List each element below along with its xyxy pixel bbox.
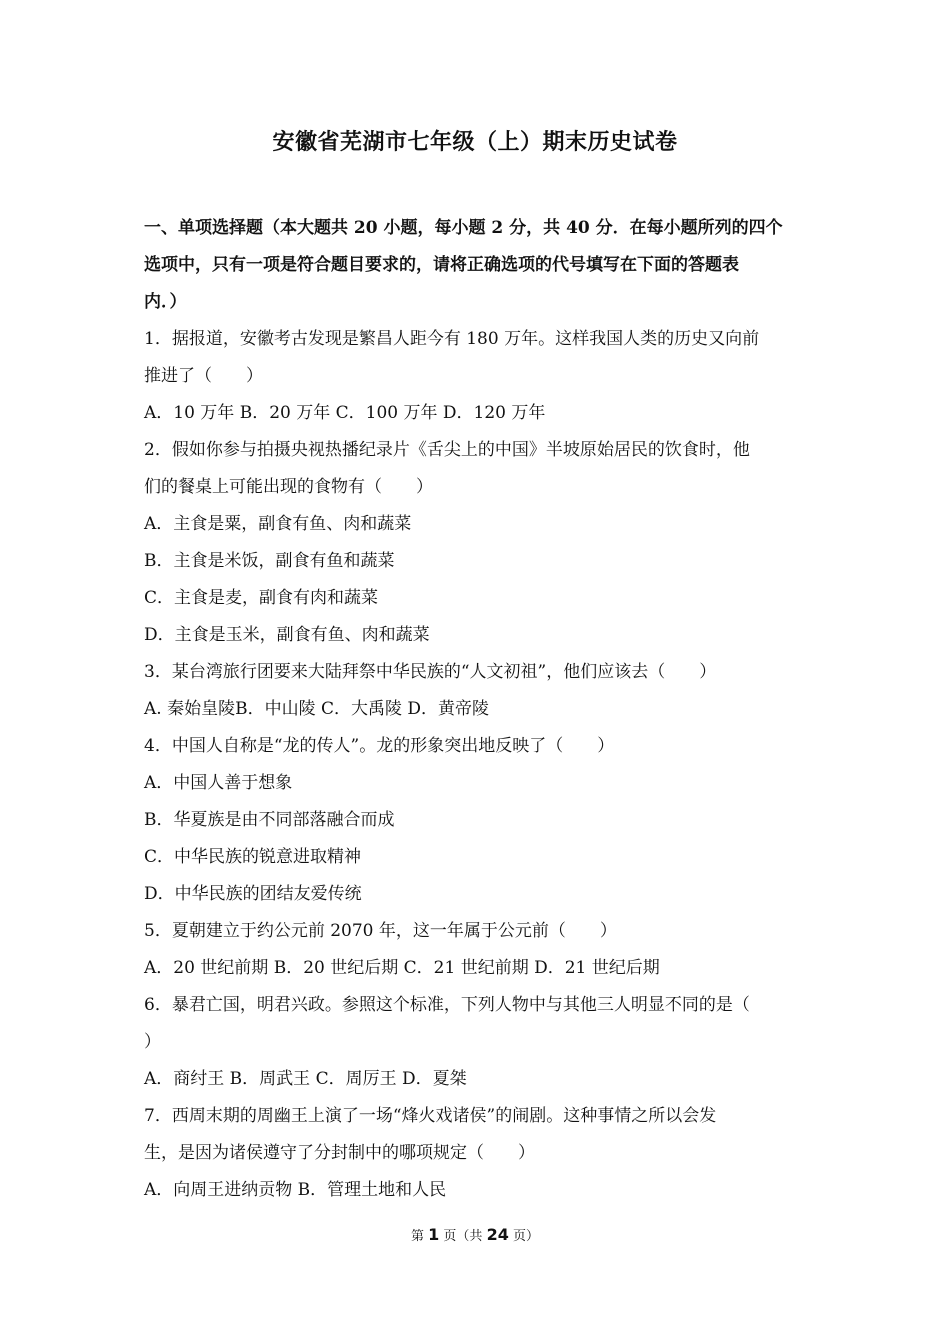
question-3-options: A. 秦始皇陵B．中山陵 C．大禹陵 D．黄帝陵 [144,699,490,719]
question-7-stem: 7．西周末期的周幽王上演了一场“烽火戏诸侯”的闹剧。这种事情之所以会发 [144,1106,717,1126]
section-heading-line: 内．） [144,292,187,312]
section-heading-line: 选项中，只有一项是符合题目要求的，请将正确选项的代号填写在下面的答题表 [144,255,739,275]
footer-total-pages: 24 [486,1225,509,1244]
question-7-stem: 生，是因为诸侯遵守了分封制中的哪项规定（ ） [144,1143,535,1163]
question-1-stem: 推进了（ ） [144,366,263,386]
question-1-stem: 1．据报道，安徽考古发现是繁昌人距今有 180 万年。这样我国人类的历史又向前 [144,329,760,349]
page-footer [0,1224,950,1248]
question-2-option-d: D．主食是玉米，副食有鱼、肉和蔬菜 [144,625,430,645]
question-5-options: A．20 世纪前期 B．20 世纪后期 C．21 世纪前期 D．21 世纪后期 [144,958,660,978]
question-4-option-a: A．中国人善于想象 [144,773,293,793]
section-heading-line: 一、单项选择题（本大题共 20 小题，每小题 2 分，共 40 分．在每小题所列的四个 [144,218,783,238]
question-4-option-b: B．华夏族是由不同部落融合而成 [144,810,395,830]
question-6-options: A．商纣王 B．周武王 C．周厉王 D．夏桀 [144,1069,467,1089]
footer-suffix: 页） [508,1229,539,1244]
question-2-option-b: B．主食是米饭，副食有鱼和蔬菜 [144,551,395,571]
question-4-option-d: D．中华民族的团结友爱传统 [144,884,362,904]
question-4-option-c: C．中华民族的锐意进取精神 [144,847,362,867]
question-6-stem: 6．暴君亡国，明君兴政。参照这个标准，下列人物中与其他三人明显不同的是（ [144,995,750,1015]
question-3-stem: 3．某台湾旅行团要来大陆拜祭中华民族的“人文初祖”，他们应该去（ ） [144,662,717,682]
question-7-options: A．向周王进纳贡物 B．管理土地和人民 [144,1180,447,1200]
page-title: 安徽省芜湖市七年级（上）期末历史试卷 [272,129,678,155]
question-5-stem: 5．夏朝建立于约公元前 2070 年，这一年属于公元前（ ） [144,921,617,941]
question-1-options: A．10 万年 B．20 万年 C．100 万年 D．120 万年 [144,403,546,423]
question-2-option-a: A．主食是粟，副食有鱼、肉和蔬菜 [144,514,412,534]
footer-page-number: 1 [428,1225,440,1244]
footer-middle: 页（共 [439,1229,487,1244]
question-2-option-c: C．主食是麦，副食有肉和蔬菜 [144,588,379,608]
page-content [144,210,812,1209]
footer-prefix: 第 [411,1229,429,1244]
question-2-stem: 们的餐桌上可能出现的食物有（ ） [144,477,433,497]
question-6-stem: ） [144,1032,161,1052]
question-4-stem: 4．中国人自称是“龙的传人”。龙的形象突出地反映了（ ） [144,736,615,756]
question-2-stem: 2．假如你参与拍摄央视热播纪录片《舌尖上的中国》半坡原始居民的饮食时，他 [144,440,750,460]
